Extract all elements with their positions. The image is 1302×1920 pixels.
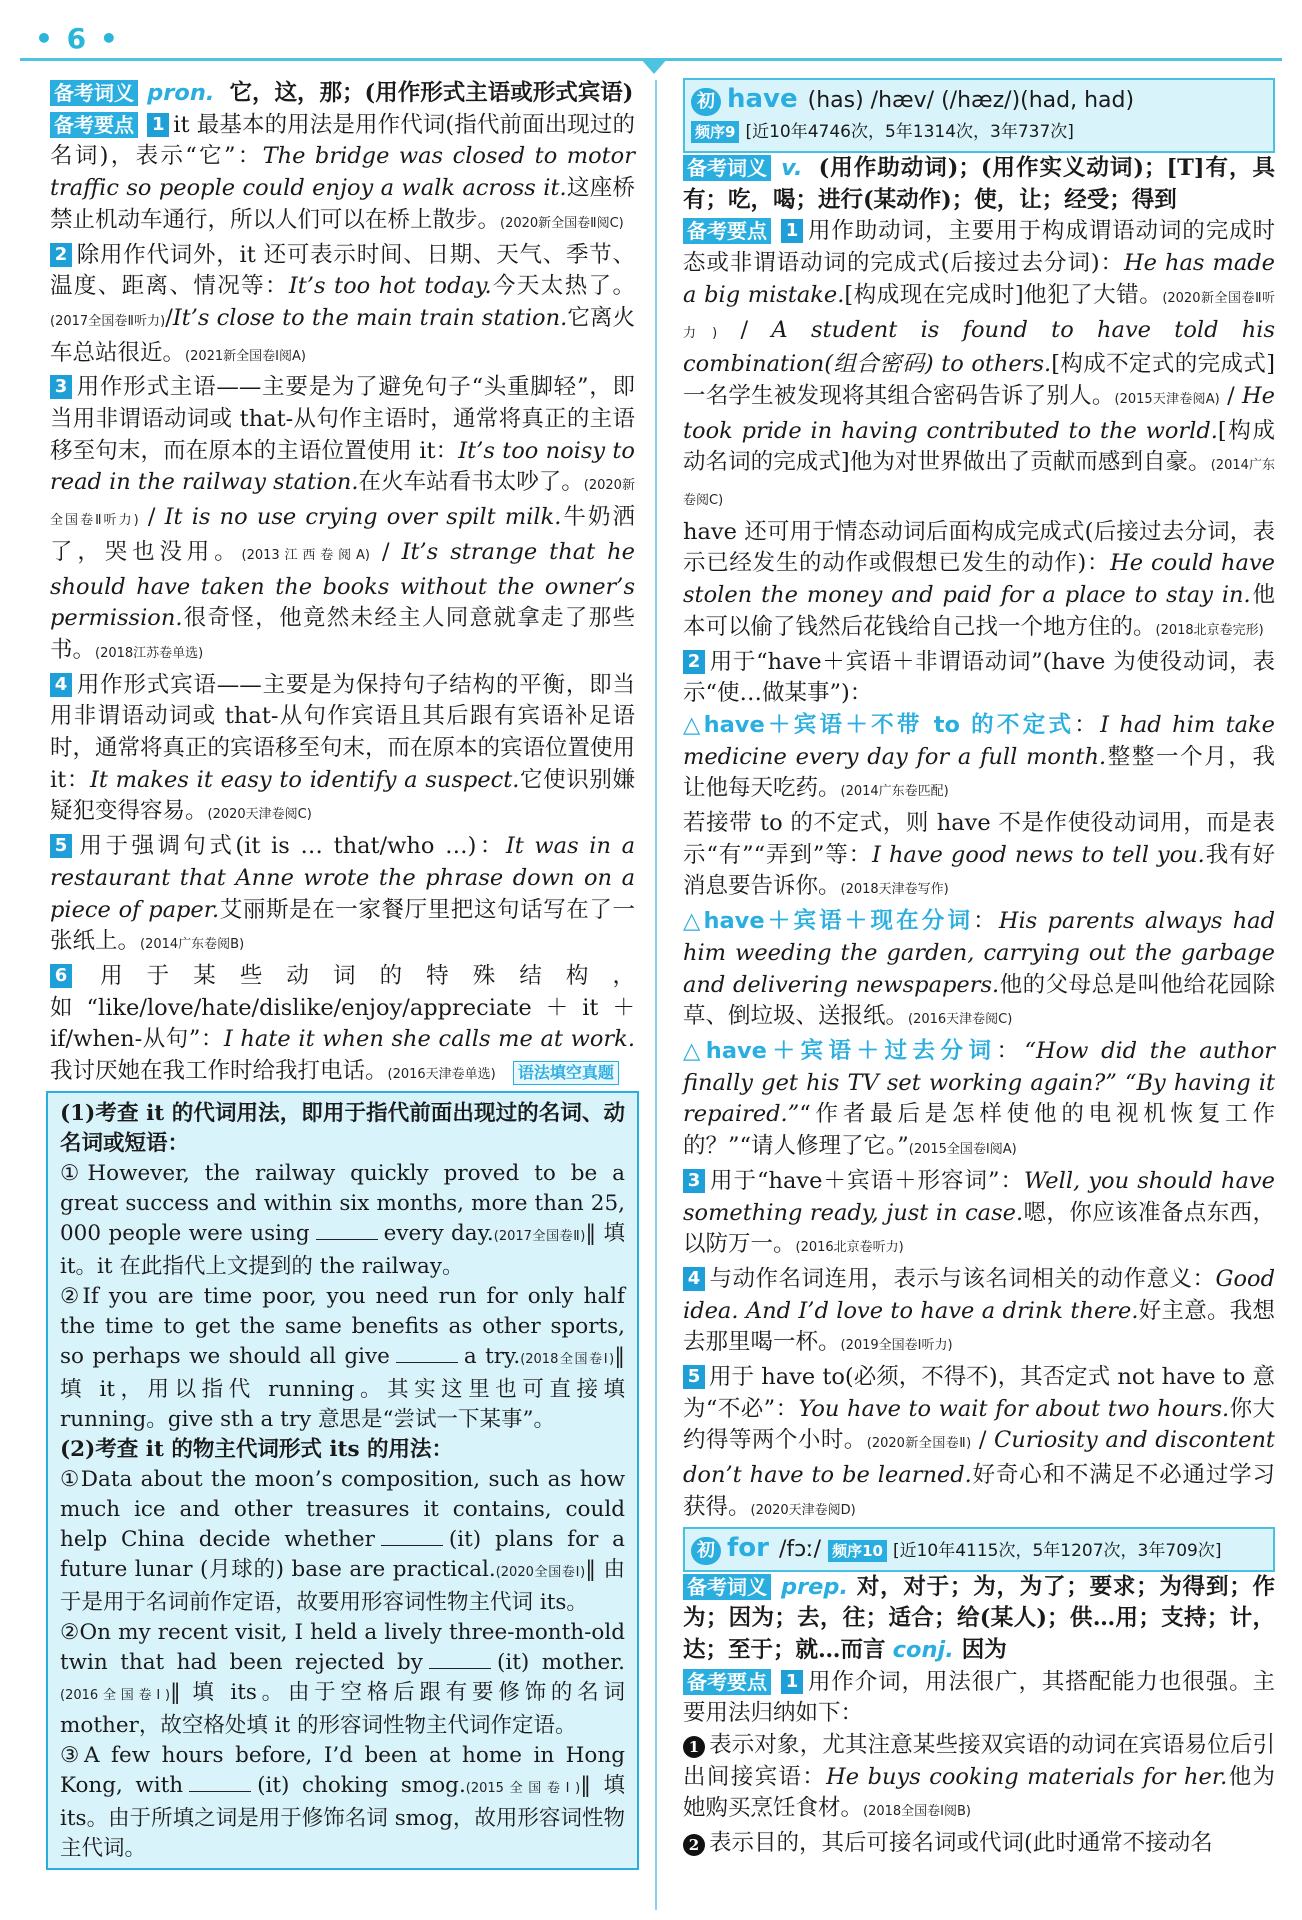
example-cn: 你大约得等两个小时。 bbox=[683, 1395, 1275, 1454]
example-en: The bridge was closed to motor traffic so people could enjoy a walk across it. bbox=[50, 143, 635, 202]
level-badge: 初 bbox=[691, 1537, 721, 1565]
usage-text: 用于“have＋宾语＋形容词”： bbox=[709, 1167, 1025, 1194]
example-en: I hate it when she calls me at work. bbox=[223, 1026, 635, 1053]
question-text: ①However, the railway quickly proved to be a great success and within six months, more than 25, 000 people were using bbox=[60, 1160, 625, 1246]
source: (2021新全国卷Ⅰ阅A) bbox=[185, 348, 306, 364]
usage-text: it 最基本的用法是用作代词(指代前面出现过的名词)，表示“它”： bbox=[50, 111, 636, 170]
part-of-speech: prep. bbox=[780, 1573, 849, 1600]
example-cn: 我讨厌她在我工作时给我打电话。 bbox=[50, 1058, 388, 1085]
example-en: Curiosity and discontent don’t have to be learned. bbox=[683, 1427, 1275, 1489]
box-heading-1: (1)考查 it 的代词用法，即用于指代前面出现过的名词、动名词或短语： bbox=[60, 1100, 625, 1156]
item-number: 2 bbox=[683, 650, 705, 674]
box-question-5 bbox=[60, 1741, 625, 1864]
source: (2016天津卷阅C) bbox=[908, 1012, 1013, 1028]
answer-blank bbox=[316, 1221, 378, 1240]
it-usage-2: 2 除用作代词外，it 还可表示时间、日期、天气、季节、温度、距离、情况等：It’s too hot today.今天太热了。(2017全国卷Ⅱ听力)/It’s close to the main train station.它离火车总站很近。(2021新全国卷Ⅰ阅A) bbox=[50, 241, 635, 366]
it-usage-5 bbox=[50, 831, 635, 961]
example-cn: 它离火车总站很近。 bbox=[50, 304, 635, 366]
source: (2020天津卷阅C) bbox=[207, 807, 312, 823]
structure-label: △have＋宾语＋过去分词 bbox=[683, 1037, 997, 1064]
have-usage-1: 备考要点 1 用作助动词，主要用于构成谓语动词的完成时态或非谓语动词的完成式(后接过去分词)：He has made a big mistake.[构成现在完成时]他犯了大错。(2020新全国卷Ⅱ听力) / A student is found to have told his combination(组合密码) to others.[构成不定式的完成式]一名学生被发现将其组合密码告诉了别人。(2015天津卷阅A) / He took pride in having contributed to the world.[构成动名词的完成式]他为对世界做出了贡献而感到自豪。(2014广东卷阅C) bbox=[683, 218, 1276, 509]
item-number: 4 bbox=[50, 673, 72, 697]
section-tag: 备考词义 bbox=[683, 1574, 771, 1600]
example-en: A student is found to have told his combination(组合密码) to others. bbox=[683, 316, 1275, 378]
usage-text: 表示对象，尤其注意某些接双宾语的动词在宾语易位后引出间接宾语： bbox=[683, 1732, 1275, 1790]
example-en: It was in a restaurant that Anne wrote the phrase down on a piece of paper. bbox=[50, 833, 635, 923]
example-en: He could have stolen the money and paid for a place to stay in. bbox=[683, 550, 1275, 609]
question-text: ③A few hours before, I’d been at home in Hong Kong, with bbox=[60, 1742, 625, 1798]
source: (2020新全国卷Ⅱ听力) bbox=[683, 290, 1276, 341]
source: (2016全国卷Ⅰ) bbox=[60, 1687, 171, 1703]
frequency-text: [近10年4746次，5年1314次，3年737次] bbox=[745, 122, 1074, 142]
usage-text: 用作介词，用法很广，其搭配能力也很强。主要用法归纳如下： bbox=[683, 1668, 1275, 1727]
box-heading-2: (2)考查 it 的物主代词形式 its 的用法： bbox=[60, 1436, 454, 1462]
it-usage-3: 3 用作形式主语——主要是为了避免句子“头重脚轻”，即当用非谓语动词或 that-从句作主语时，通常将真正的主语移至句末，而在原本的主语位置使用 it：It’s too noisy to read in the railway station.在火车站看书太吵了。(2020新全国卷Ⅱ听力) / It is no use crying over spilt milk.牛奶洒了，哭也没用。(2013江西卷阅A) / It’s strange that he should have taken the books without the owner’s permission.很奇怪，他竟然未经主人同意就拿走了那些书。(2018江苏卷单选) bbox=[50, 374, 635, 663]
column-divider bbox=[655, 80, 657, 1910]
item-number: 4 bbox=[683, 1267, 705, 1291]
question-text: every day. bbox=[383, 1220, 494, 1246]
usage-text: 用作形式主语——主要是为了避免句子“头重脚轻”，即当用非谓语动词或 that-从句作主语时，通常将真正的主语移至句末，而在原本的主语位置使用 it： bbox=[50, 374, 635, 464]
answer-blank bbox=[381, 1527, 443, 1546]
item-number: 3 bbox=[50, 375, 72, 399]
answer-note: ‖ 填 its。由于空格后跟有要修饰的名词 mother，故空格处填 it 的形容词性物主代词作定语。 bbox=[60, 1679, 625, 1738]
item-number: 6 bbox=[50, 964, 72, 988]
source: (2014广东卷阅B) bbox=[140, 937, 245, 953]
frequency-tag: 频序9 bbox=[691, 121, 739, 143]
have-structure-1: △have＋宾语＋不带 to 的不定式：I had him take medicine every day for a full month.整整一个月，我让他每天吃药。(2014广东卷匹配) bbox=[683, 711, 1275, 802]
item-number: 2 bbox=[50, 243, 72, 267]
source: (2018江苏卷单选) bbox=[95, 645, 204, 661]
word-header-have bbox=[683, 78, 1275, 153]
structure-label: △have＋宾语＋现在分词 bbox=[683, 908, 974, 935]
header-notch bbox=[640, 58, 668, 74]
word-header-for bbox=[683, 1527, 1275, 1572]
example-en: Good idea. And I’d love to have a drink there. bbox=[683, 1265, 1275, 1324]
definition-text: 它，这，那；(用作形式主语或形式宾语) bbox=[229, 80, 634, 106]
answer-note: ‖ 填 its。由于所填之词是用于修饰名词 smog，故用形容词性物主代词。 bbox=[60, 1772, 625, 1861]
section-tag: 备考要点 bbox=[50, 112, 138, 138]
answer-blank bbox=[429, 1650, 491, 1669]
question-text: a try. bbox=[463, 1343, 521, 1369]
question-text: (it) choking smog. bbox=[257, 1772, 466, 1798]
question-text: ①Data about the moon’s composition, such as how much ice and other treasures it contains, could help China decide whether bbox=[60, 1466, 625, 1552]
it-usage-1 bbox=[50, 110, 635, 240]
box-question-4 bbox=[60, 1618, 625, 1741]
usage-text: 除用作代词外，it 还可表示时间、日期、天气、季节、温度、距离、情况等： bbox=[50, 241, 635, 300]
example-en: It’s close to the main train station. bbox=[172, 304, 568, 331]
source: (2016北京卷听力) bbox=[795, 1240, 904, 1256]
source: (2013江西卷阅A) bbox=[241, 547, 370, 563]
question-text: (it) plans for a future lunar (月球的) base are practical. bbox=[60, 1526, 625, 1582]
item-number: 5 bbox=[50, 834, 72, 858]
exam-box bbox=[46, 1091, 639, 1870]
it-definition bbox=[50, 78, 635, 110]
part-of-speech: conj. bbox=[892, 1636, 954, 1663]
frequency-tag: 频序10 bbox=[828, 1540, 887, 1562]
example-cn: 他的父母总是叫他给花园除草、倒垃圾、送报纸。 bbox=[683, 971, 1275, 1030]
source: (2018全国卷Ⅰ) bbox=[520, 1351, 615, 1367]
example-en: He buys cooking materials for her. bbox=[826, 1763, 1228, 1790]
example-en: It makes it easy to identify a suspect. bbox=[89, 766, 520, 793]
question-text: (it) mother. bbox=[496, 1649, 625, 1675]
part-of-speech: pron. bbox=[147, 80, 215, 106]
usage-text: 用于强调句式(it is … that/who …)： bbox=[76, 833, 506, 860]
example-cn: 牛奶洒了，哭也没用。 bbox=[50, 504, 635, 565]
answer-note: ‖ 填 it。it 在此指代上文提到的 the railway。 bbox=[60, 1220, 626, 1279]
usage-text: 用于某些动词的特殊结构，如“like/love/hate/dislike/enjoy/appreciate＋it＋if/when-从句”： bbox=[50, 962, 635, 1053]
example-en: It is no use crying over spilt milk. bbox=[164, 504, 562, 531]
for-definition bbox=[683, 1572, 1275, 1667]
word-forms: (has) /hæv/ (/hæz/)(had, had) bbox=[807, 88, 1135, 113]
section-tag: 备考词义 bbox=[683, 155, 771, 181]
example-en: Well, you should have something ready, just in case. bbox=[683, 1167, 1275, 1226]
it-usage-6 bbox=[50, 961, 635, 1091]
example-cn: 他为她购买烹饪食材。 bbox=[683, 1763, 1275, 1822]
have-usage-2 bbox=[683, 647, 1275, 710]
have-usage-3 bbox=[683, 1166, 1275, 1264]
usage-text: 用于“have＋宾语＋非谓语动词”(have 为使役动词，表示“使…做某事”)： bbox=[683, 648, 1275, 707]
usage-text: 用作助动词，主要用于构成谓语动词的完成时态或非谓语动词的完成式(后接过去分词)： bbox=[683, 218, 1275, 277]
example-cn: 整整一个月，我让他每天吃药。 bbox=[683, 743, 1275, 802]
example-en: He has made a big mistake. bbox=[683, 250, 1275, 308]
example-cn: 这座桥禁止机动车通行，所以人们可以在桥上散步。 bbox=[50, 175, 635, 233]
item-number: 1 bbox=[147, 113, 169, 137]
example-cn: 很奇怪，他竟然未经主人同意就拿走了那些书。 bbox=[50, 605, 635, 663]
right-column bbox=[683, 78, 1275, 1860]
example-cn: 好主意。我想去那里喝一杯。 bbox=[683, 1297, 1275, 1356]
source: (2016天津卷单选) bbox=[387, 1067, 496, 1083]
source: (2020新全国卷Ⅱ) bbox=[866, 1436, 972, 1452]
page-header bbox=[0, 0, 1302, 70]
have-definition bbox=[683, 153, 1275, 216]
level-badge: 初 bbox=[691, 88, 721, 116]
item-number: 1 bbox=[781, 1670, 803, 1694]
for-usage-1 bbox=[683, 1667, 1275, 1730]
have-structure-2: △have＋宾语＋现在分词：His parents always had him weeding the garden, carrying out the garbage and delivering newspapers.他的父母总是叫他给花园除草、倒垃圾、送报纸。(2016天津卷阅C) bbox=[683, 908, 1275, 1030]
page-number: • 6 • bbox=[35, 22, 120, 55]
section-tag: 备考要点 bbox=[683, 218, 771, 244]
source: (2014广东卷阅C) bbox=[683, 458, 1276, 509]
it-usage-4 bbox=[50, 670, 635, 832]
grammar-fill-badge: 语法填空真题 bbox=[513, 1061, 619, 1085]
example-en: You have to wait for about two hours. bbox=[798, 1395, 1230, 1422]
example-en: I have good news to tell you. bbox=[872, 841, 1205, 868]
point-number: 2 bbox=[683, 1834, 705, 1856]
source: (2020新全国卷Ⅱ听力) bbox=[50, 478, 635, 529]
definition-text: 对，对于；为，为了；要求；为得到；作为；因为；去，往；适合；给(某人)；供…用；支持；计，达；至于；就…而言 bbox=[683, 1573, 1275, 1663]
source: (2020天津卷阅D) bbox=[750, 1502, 856, 1518]
example-cn: 他本可以偷了钱然后花钱给自己找一个地方住的。 bbox=[683, 582, 1275, 640]
source: (2015全国卷Ⅰ) bbox=[465, 1780, 581, 1796]
example-cn: [构成不定式的完成式]一名学生被发现将其组合密码告诉了别人。 bbox=[683, 351, 1275, 409]
example-en: I had him take medicine every day for a full month. bbox=[683, 711, 1275, 770]
example-en: He took pride in having contributed to the world. bbox=[683, 382, 1275, 444]
answer-note: ‖ 由于是用于名词前作定语，故要用形容词性物主代词 its。 bbox=[60, 1556, 625, 1615]
question-text: ②On my recent visit, I held a lively three-month-old twin that had been rejected by bbox=[60, 1619, 625, 1675]
source: (2014广东卷匹配) bbox=[840, 784, 949, 800]
example-cn: 它使识别嫌疑犯变得容易。 bbox=[50, 766, 635, 825]
have-structure-3: △have＋宾语＋过去分词：“How did the author finally get his TV set working again?” “By having it repaired.”“作者最后是怎样使他的电视机恢复工作的？”“请人修理了它。”(2015全国卷Ⅰ阅A) bbox=[683, 1037, 1275, 1160]
section-tag: 备考词义 bbox=[50, 80, 138, 106]
headword: have bbox=[727, 84, 798, 114]
source: (2018北京卷完形) bbox=[1155, 622, 1264, 638]
example-cn: 艾丽斯是在一家餐厅里把这句话写在了一张纸上。 bbox=[50, 896, 635, 955]
structure-label: △have＋宾语＋不带 to 的不定式 bbox=[683, 711, 1075, 738]
example-cn: 我有好消息要告诉你。 bbox=[683, 841, 1275, 900]
source: (2019全国卷Ⅰ听力) bbox=[840, 1338, 953, 1354]
note-text: have 还可用于情态动词后面构成完成式(后接过去分词，表示已经发生的动作或假想已发生的动作)： bbox=[683, 518, 1275, 577]
example-cn: 今天太热了。 bbox=[491, 273, 635, 300]
source: (2017全国卷Ⅱ) bbox=[493, 1228, 586, 1244]
usage-text: 表示目的，其后可接名词或代词(此时通常不接动名 bbox=[709, 1830, 1213, 1857]
word-forms: /fɔː/ bbox=[779, 1536, 822, 1562]
source: (2018全国卷Ⅰ阅B) bbox=[863, 1804, 971, 1820]
left-column bbox=[50, 78, 635, 1870]
answer-blank bbox=[396, 1344, 458, 1363]
example-cn: “作者最后是怎样使他的电视机恢复工作的？”“请人修理了它。” bbox=[683, 1101, 1275, 1160]
have-note-1 bbox=[683, 517, 1275, 647]
item-number: 3 bbox=[683, 1169, 705, 1193]
box-question-1 bbox=[60, 1159, 625, 1282]
example-en: “How did the author finally get his TV set working again?” “By having it repaired.” bbox=[683, 1037, 1275, 1128]
example-cn: 嗯，你应该准备点东西，以防万一。 bbox=[683, 1199, 1275, 1258]
example-en: It’s strange that he should have taken the books without the owner’s permission. bbox=[50, 538, 635, 632]
example-cn: 在火车站看书太吵了。 bbox=[358, 469, 584, 496]
definition-text: 因为 bbox=[961, 1636, 1007, 1663]
have-structure-note bbox=[683, 808, 1275, 906]
frequency-text: [近10年4115次，5年1207次，3年709次] bbox=[892, 1540, 1222, 1561]
usage-text: 用作形式宾语——主要是为保持句子结构的平衡，即当用非谓语动词或 that-从句作宾语且其后跟有宾语补足语时，通常将真正的宾语移至句末，而在原本的宾语位置使用 it： bbox=[50, 671, 636, 793]
for-usage-point-1 bbox=[683, 1730, 1275, 1828]
source: (2015全国卷Ⅰ阅A) bbox=[908, 1142, 1017, 1158]
usage-text: 与动作名词连用，表示与该名词相关的动作意义： bbox=[709, 1265, 1216, 1292]
item-number: 5 bbox=[683, 1365, 705, 1389]
source: (2015天津卷阅A) bbox=[1114, 391, 1220, 407]
section-tag: 备考要点 bbox=[683, 1669, 771, 1695]
have-usage-5: 5 用于 have to(必须，不得不)，其否定式 not have to 意为“不必”：You have to wait for about two hours.你大约得等两个小时。(2020新全国卷Ⅱ) / Curiosity and discontent don’t have to be learned.好奇心和不满足不必通过学习获得。(2020天津卷阅D) bbox=[683, 1364, 1275, 1520]
for-usage-point-2 bbox=[683, 1828, 1275, 1860]
source: (2020全国卷Ⅰ) bbox=[495, 1564, 586, 1580]
usage-text: 用于 have to(必须，不得不)，其否定式 not have to 意为“不必”： bbox=[683, 1364, 1275, 1422]
definition-text: (用作助动词)；(用作实义动词)；[T]有，具有；吃，喝；进行(某动作)；使，让；经受；得到 bbox=[683, 155, 1275, 213]
example-cn: [构成动名词的完成式]他为对世界做出了贡献而感到自豪。 bbox=[683, 417, 1275, 476]
part-of-speech: v. bbox=[781, 155, 803, 181]
answer-note: ‖ 填 it，用以指代 running。其实这里也可直接填 running。give sth a try 意思是“尝试一下某事”。 bbox=[60, 1343, 625, 1432]
point-number: 1 bbox=[683, 1736, 705, 1758]
have-usage-4 bbox=[683, 1264, 1275, 1362]
headword: for bbox=[727, 1532, 769, 1563]
question-text: ②If you are time poor, you need run for only half the time to get the same benefits as other sports, so perhaps we should all give bbox=[60, 1283, 625, 1369]
example-cn: 好奇心和不满足不必通过学习获得。 bbox=[683, 1462, 1275, 1520]
answer-blank bbox=[189, 1773, 251, 1792]
example-en: It’s too noisy to read in the railway station. bbox=[50, 437, 635, 496]
box-question-2 bbox=[60, 1282, 625, 1435]
example-en: His parents always had him weeding the garden, carrying out the garbage and delivering newspapers. bbox=[683, 908, 1275, 998]
source: (2017全国卷Ⅱ听力) bbox=[50, 313, 166, 329]
example-cn: [构成现在完成时]他犯了大错。 bbox=[844, 281, 1163, 308]
note-text: 若接带 to 的不定式，则 have 不是作使役动词用，而是表示“有”“弄到”等： bbox=[683, 810, 1275, 868]
example-en: It’s too hot today. bbox=[288, 273, 492, 300]
source: (2018天津卷写作) bbox=[840, 882, 949, 898]
box-question-3 bbox=[60, 1465, 625, 1618]
item-number: 1 bbox=[781, 219, 803, 243]
source: (2020新全国卷Ⅱ阅C) bbox=[500, 215, 624, 231]
